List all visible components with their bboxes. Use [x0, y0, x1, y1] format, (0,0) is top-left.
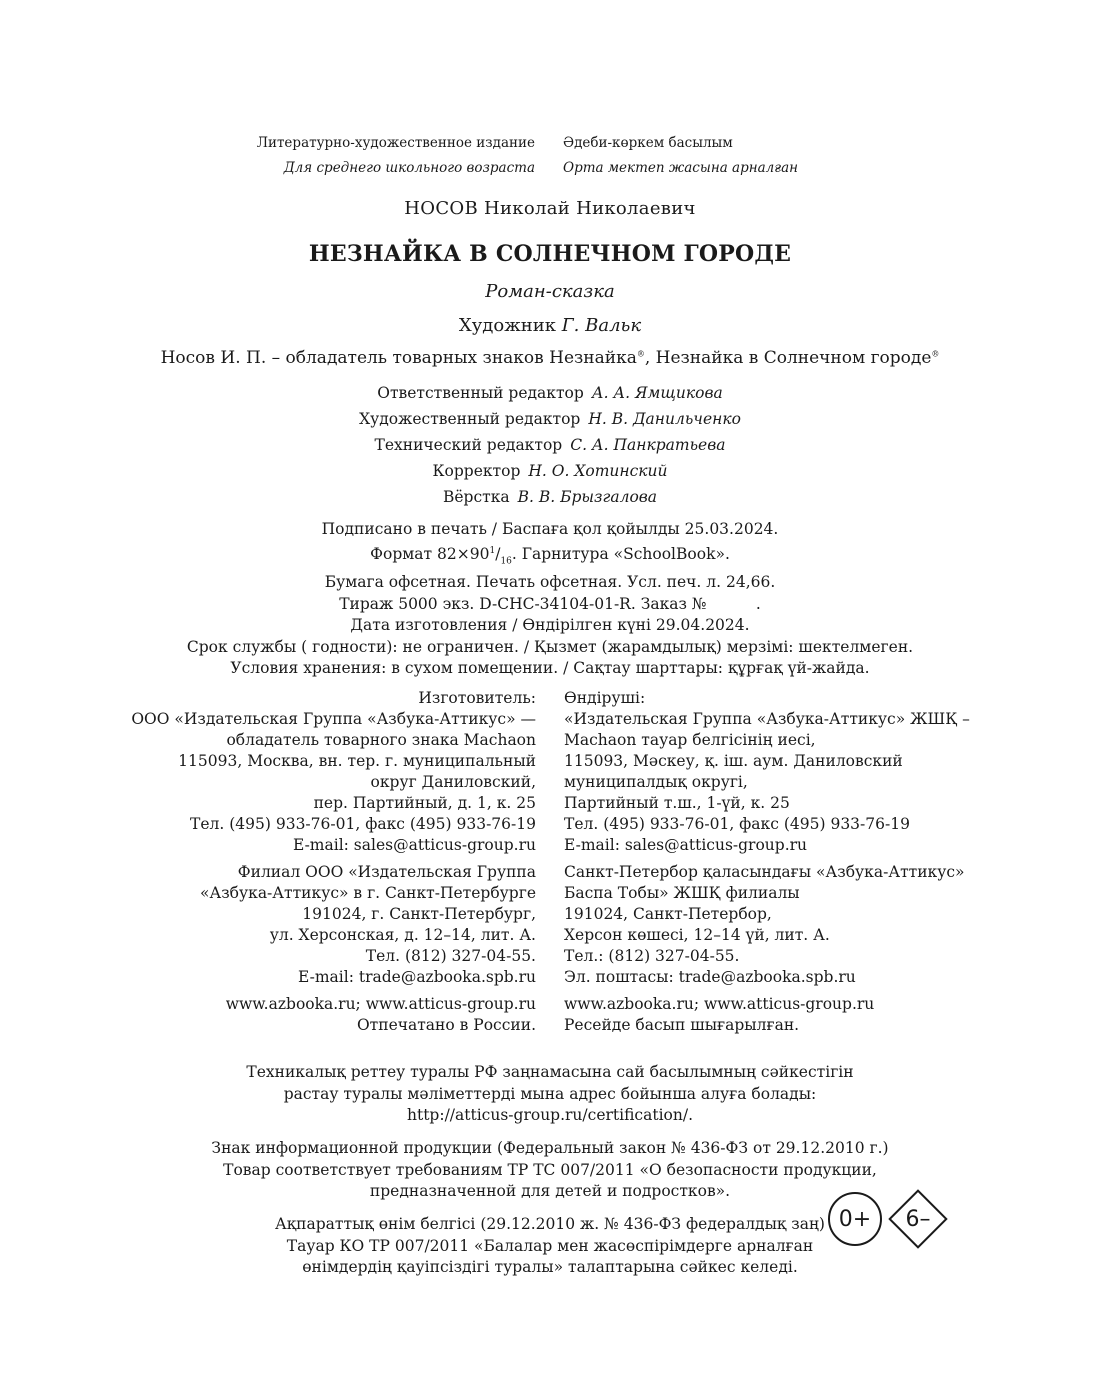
shelf-life: Срок службы ( годности): не ограничен. / Қызмет (жарамдылық) мерзімі: шектелмеген.	[186, 637, 914, 656]
info-line: Знак информационной продукции (Федеральный закон № 436-ФЗ от 29.12.2010 г.)	[211, 1139, 889, 1157]
staff-role: Технический редактор	[374, 436, 563, 454]
branch-line: Санкт-Петербор қаласындағы «Азбука-Аттикус»	[564, 863, 965, 881]
format-sep: /	[495, 544, 501, 563]
staff-row	[0, 406, 1100, 432]
branch-line: «Азбука-Аттикус» в г. Санкт-Петербурге	[200, 884, 536, 902]
edition-type-kz	[563, 131, 798, 181]
websites: www.azbooka.ru; www.atticus-group.ru	[225, 995, 536, 1013]
email-line: E-mail: sales@atticus-group.ru	[292, 836, 536, 854]
address-line: обладатель товарного знака Machaon	[226, 731, 536, 749]
address-line: 115093, Москва, вн. тер. г. муниципальный	[178, 752, 536, 770]
branch-line: 191024, Санкт-Петербор,	[564, 905, 772, 923]
manufacturer-label-ru: Изготовитель:	[418, 689, 536, 707]
trademark-text-2: , Незнайка в Солнечном городе	[644, 348, 932, 368]
address-line: ООО «Издательская Группа «Азбука-Аттикус» —	[131, 710, 536, 728]
staff-name: С. А. Панкратьева	[570, 436, 726, 454]
book-title: НЕЗНАЙКА В СОЛНЕЧНОМ ГОРОДЕ	[308, 241, 792, 267]
printed-in: Отпечатано в России.	[356, 1016, 536, 1034]
staff-row	[0, 484, 1100, 510]
branch-line: Херсон көшесі, 12–14 үй, лит. А.	[564, 926, 830, 944]
staff-row	[0, 432, 1100, 458]
author: НОСОВ Николай Николаевич	[404, 198, 696, 219]
trademark-line	[0, 348, 1100, 368]
info-line: өнімдердің қауіпсіздігі туралы» талаптарына сәйкес келеді.	[302, 1258, 798, 1276]
staff-name: Н. О. Хотинский	[528, 462, 668, 480]
staff-role: Вёрстка	[442, 488, 510, 506]
artist-line	[0, 315, 1100, 336]
genre: Роман-сказка	[485, 281, 615, 302]
staff-row	[0, 380, 1100, 406]
staff-role: Ответственный редактор	[377, 384, 584, 402]
staff-role: Корректор	[432, 462, 521, 480]
age-rating-badge: 0+	[828, 1192, 882, 1246]
address-line: муниципалдық округі,	[564, 773, 748, 791]
age-mark-badge	[888, 1189, 948, 1249]
age-group-label-kz: Орта мектеп жасына арналған	[563, 160, 799, 176]
address-line: округ Даниловский,	[370, 773, 536, 791]
certification-notice	[0, 1062, 1100, 1127]
address-line: Machaon тауар белгісінің иесі,	[564, 731, 816, 749]
storage-conditions: Условия хранения: в сухом помещении. / Сақтау шарттары: құрғақ үй-жайда.	[230, 659, 870, 678]
branch-phone: Тел.: (812) 327-04-55.	[564, 947, 740, 965]
staff-row	[0, 458, 1100, 484]
info-line: Ақпараттық өнім белгісі (29.12.2010 ж. № 436-ФЗ федералдық заң)	[275, 1215, 825, 1233]
format-sub: 16	[500, 555, 512, 566]
address-line: «Издательская Группа «Азбука-Аттикус» ЖШҚ –	[564, 710, 970, 728]
address-line: пер. Партийный, д. 1, к. 25	[313, 794, 536, 812]
printed-in: Ресейде басып шығарылған.	[564, 1016, 800, 1034]
manufacture-date: Дата изготовления / Өндірілген күні 29.04.2024.	[350, 616, 750, 635]
format-sup: 1	[489, 545, 496, 556]
artist-label: Художник	[458, 315, 557, 336]
email-line: E-mail: sales@atticus-group.ru	[564, 836, 808, 854]
staff-list	[0, 380, 1100, 510]
staff-name: А. А. Ямщикова	[591, 384, 723, 402]
registered-mark-2: ®	[931, 349, 940, 359]
websites: www.azbooka.ru; www.atticus-group.ru	[564, 995, 875, 1013]
run-line: Тираж 5000 экз. D-CHC-34104-01-R. Заказ № .	[339, 594, 761, 613]
edition-type-label-kz: Әдеби-көркем басылым	[563, 135, 733, 151]
phone-line: Тел. (495) 933-76-01, факс (495) 933-76-19	[564, 815, 910, 833]
edition-type-label-ru: Литературно-художественное издание	[256, 135, 535, 151]
format-suffix: . Гарнитура «SchoolBook».	[511, 544, 730, 563]
artist-name: Г. Вальк	[561, 315, 642, 336]
signed-date: Подписано в печать / Баспаға қол қойылды 25.03.2024.	[321, 520, 779, 538]
format-line	[0, 541, 1100, 573]
cert-line: Техникалық реттеу туралы РФ заңнамасына сай басылымның сәйкестігін	[246, 1063, 854, 1081]
trademark-text-1: Носов И. П. – обладатель товарных знаков Незнайка	[160, 348, 637, 368]
branch-email: E-mail: trade@azbooka.spb.ru	[298, 968, 536, 986]
info-line: Товар соответствует требованиям ТР ТС 007/2011 «О безопасности продукции,	[223, 1160, 877, 1179]
address-line: Партийный т.ш., 1-үй, к. 25	[564, 794, 790, 812]
branch-line: Филиал ООО «Издательская Группа	[237, 863, 536, 881]
info-line: предназначенной для детей и подростков».	[369, 1182, 731, 1200]
manufacturer-ru	[131, 688, 536, 1036]
manufacturer-kz	[564, 688, 970, 1036]
print-info	[0, 519, 1100, 680]
manufacturer-label-kz: Өндіруші:	[564, 689, 646, 707]
phone-line: Тел. (495) 933-76-01, факс (495) 933-76-19	[190, 815, 536, 833]
branch-phone: Тел. (812) 327-04-55.	[365, 947, 536, 965]
cert-url: http://atticus-group.ru/certification/.	[406, 1106, 693, 1124]
branch-email: Эл. поштасы: trade@azbooka.spb.ru	[564, 968, 856, 986]
info-line: Тауар КО ТР 007/2011 «Балалар мен жасөспірімдерге арналған	[286, 1236, 814, 1255]
address-line: 115093, Мәскеу, қ. іш. аум. Даниловский	[564, 752, 903, 770]
format-prefix: Формат 82×90	[370, 544, 490, 563]
age-mark-text: 6–	[905, 1206, 931, 1232]
paper-line: Бумага офсетная. Печать офсетная. Усл. печ. л. 24,66.	[324, 573, 776, 592]
staff-name: Н. В. Данильченко	[588, 410, 741, 428]
age-group-label-ru: Для среднего школьного возраста	[283, 160, 535, 176]
branch-line: Баспа Тобы» ЖШҚ филиалы	[564, 884, 800, 902]
edition-type-ru	[257, 131, 535, 181]
branch-line: ул. Херсонская, д. 12–14, лит. А.	[269, 926, 536, 944]
staff-name: В. В. Брызгалова	[517, 488, 658, 506]
staff-role: Художественный редактор	[359, 410, 581, 428]
cert-line: растау туралы мәліметтерді мына адрес бойынша алуға болады:	[283, 1084, 817, 1103]
registered-mark-1: ®	[636, 349, 645, 359]
branch-line: 191024, г. Санкт-Петербург,	[302, 905, 536, 923]
